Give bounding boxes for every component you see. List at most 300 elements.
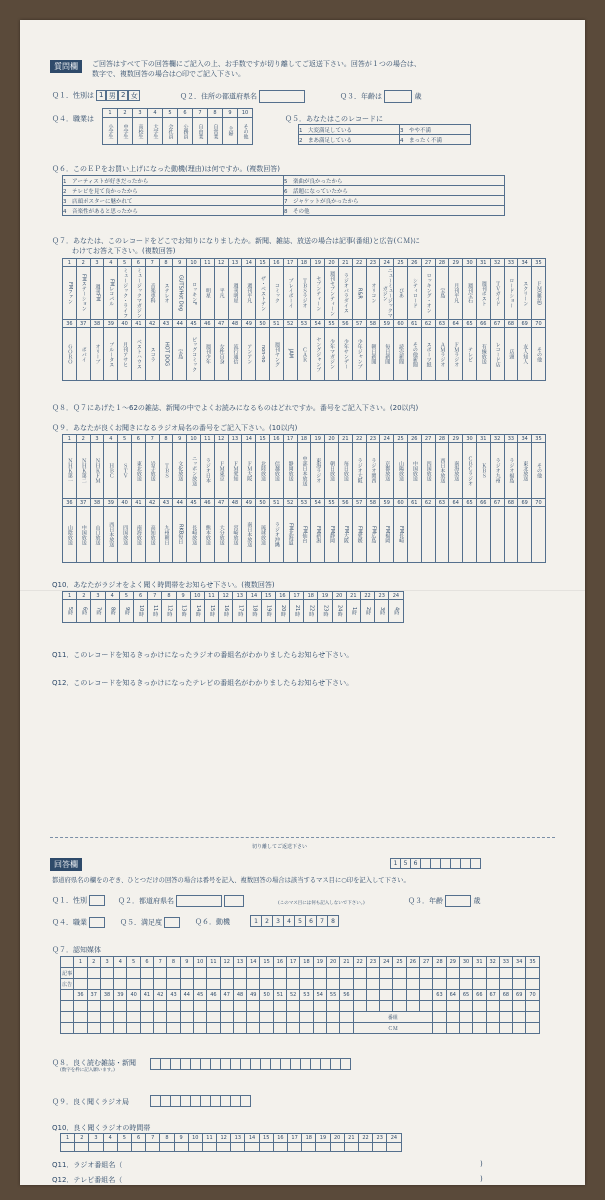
a-q10-num-18: 18 [302, 1134, 316, 1143]
a-q7-r3-48 [233, 1001, 246, 1012]
q10-num-14: 14 [247, 592, 261, 600]
code-blank-2 [441, 859, 451, 869]
a-q7-r5-64 [446, 1023, 459, 1034]
q9-bottom-15: ラジオ沖縄 [269, 507, 283, 563]
q9-top-11: ＦＭ東京 [214, 443, 228, 499]
q9-top-26: 四国放送 [421, 443, 435, 499]
q9-top-31: ラジオ九州 [490, 443, 504, 499]
a-q7-kiji-2 [87, 968, 100, 979]
a-q10-num-2: 2 [75, 1134, 89, 1143]
a-q7-kiji-24 [380, 968, 393, 979]
a-q7-cm: ＣＭ [353, 1023, 433, 1034]
q7-num-55: 55 [325, 320, 339, 328]
q7-top-0: FMファン [63, 267, 77, 320]
q7-bottom-5: ベストハウス [131, 328, 145, 381]
a-q7-kiji-8 [167, 968, 180, 979]
a-q7-kiji-20 [326, 968, 339, 979]
a-q7-col-39: 39 [114, 990, 127, 1001]
q9-num-34: 34 [518, 435, 532, 443]
a-q9-box-8 [231, 1096, 241, 1107]
q10-num-11: 11 [204, 592, 218, 600]
q10-hour-9: 14時 [190, 600, 204, 623]
q9-top-1: ＮＨＫ第二 [76, 443, 90, 499]
q10-num-15: 15 [261, 592, 275, 600]
q7-top-11: 平凡 [214, 267, 228, 320]
a-q6-box-1: 1 [251, 916, 262, 927]
q9-num-15: 15 [256, 435, 270, 443]
a-q7-r5-66 [473, 1023, 486, 1034]
q7-num-1: 1 [63, 259, 77, 267]
a-q7-col-10: 10 [193, 957, 206, 968]
a-q5-box[interactable] [164, 917, 180, 928]
q9-num-44: 44 [173, 499, 187, 507]
a-q7-col-2: 2 [87, 957, 100, 968]
q7-top-10: 明星 [200, 267, 214, 320]
q10-num-3: 3 [91, 592, 105, 600]
a-q1 [52, 895, 105, 906]
q9-bottom-32 [504, 507, 518, 563]
a-q7-col-54: 54 [313, 990, 326, 1001]
q2-prefecture-box [259, 90, 305, 103]
a-q7-grid [60, 956, 540, 1034]
q9-bottom-18: FM新潟 [311, 507, 325, 563]
q10-num-13: 13 [233, 592, 247, 600]
a-q1-text: Ｑ１．性別 [52, 896, 87, 905]
a-q7-kiji-13 [233, 968, 246, 979]
q9-num-11: 11 [200, 435, 214, 443]
q6-opt-2: 2 テレビを見て良かったから [63, 186, 284, 196]
q10-hour-0: 5時 [63, 600, 77, 623]
a-q7-r3-45 [193, 1001, 206, 1012]
q9-num-35: 35 [532, 435, 546, 443]
q9-num-22: 22 [352, 435, 366, 443]
a-q7-r3-41 [140, 1001, 153, 1012]
q9-top-25: 中国放送 [407, 443, 421, 499]
q4-num-7: 7 [193, 109, 208, 118]
a-q7-r4-36 [74, 1012, 87, 1023]
q9-bottom-26 [421, 507, 435, 563]
a-q3 [408, 895, 480, 907]
a-q8-box-13 [281, 1059, 291, 1070]
q10-hour-23: 4時 [389, 600, 403, 623]
a-q7-kokoku-30 [459, 979, 472, 990]
a-q7-col-31: 31 [473, 957, 486, 968]
a-q7-kiji-16 [273, 968, 286, 979]
questionnaire-sheet [20, 20, 585, 1185]
q10-num-20: 20 [332, 592, 346, 600]
a-q10-mark-21 [344, 1143, 358, 1152]
a-q8-note: (数字を枠に記入願います。) [60, 1068, 115, 1073]
q7-top-23: ニューミュージックマガジン [381, 268, 393, 318]
a-q10: Q10．良く聞くラジオの時間帯 [52, 1124, 151, 1132]
a-q10-grid [60, 1133, 402, 1152]
q10-num-16: 16 [275, 592, 289, 600]
a-q9-box-0 [151, 1096, 161, 1107]
q9-num-38: 38 [90, 499, 104, 507]
q9-bottom-23: FM福岡 [380, 507, 394, 563]
q7-num-57: 57 [352, 320, 366, 328]
a-q10-num-7: 7 [146, 1134, 160, 1143]
a-q7-col-19: 19 [313, 957, 326, 968]
a-q6-box-5: 5 [295, 916, 306, 927]
a-q10-mark-15 [259, 1143, 273, 1152]
a-q7-r3-59 [380, 1001, 393, 1012]
q9-num-45: 45 [187, 499, 201, 507]
q7-top-7: ステレオ [159, 267, 173, 320]
q9-bottom-7: 九州朝日 [159, 507, 173, 563]
code-blank-3 [451, 859, 461, 869]
q10-hour-13: 18時 [247, 600, 261, 623]
a-q7-r5-56 [340, 1023, 353, 1034]
a-q9-boxes [150, 1095, 251, 1107]
a-q2-note: (このマス目には何も記入しないで下さい。) [278, 901, 365, 906]
a-q10-num-5: 5 [117, 1134, 131, 1143]
q7-top-6: 音楽専科 [145, 267, 159, 320]
q4-job-3: 大学生 [148, 118, 163, 145]
q10-hours-table [62, 591, 404, 623]
a-q9-box-4 [191, 1096, 201, 1107]
q7-num-51: 51 [269, 320, 283, 328]
a-q11-close: ) [480, 1160, 483, 1168]
q7-bottom-8: 宝島 [173, 328, 187, 381]
q9-num-14: 14 [242, 435, 256, 443]
a-q7-r4-68 [499, 1012, 512, 1023]
cut-line [50, 837, 555, 838]
q9-top-20: 毎日放送 [338, 443, 352, 499]
q7-top-30: 週刊ポスト [476, 267, 490, 320]
q7-top-3: FMレコパル [104, 267, 118, 320]
q7-top-24: ぴあ [394, 267, 408, 320]
a-q7-col-33: 33 [499, 957, 512, 968]
q10-num-5: 5 [119, 592, 133, 600]
a-q7-row-kokoku: 広告 [61, 979, 74, 990]
q7-bottom-24: 読売新聞 [394, 328, 408, 381]
q10-num-9: 9 [176, 592, 190, 600]
q10-hour-1: 6時 [77, 600, 91, 623]
q9-top-29: ＣＢＣラジオ [463, 443, 477, 499]
q5-table [298, 124, 471, 145]
a-q10-mark-5 [117, 1143, 131, 1152]
q6-opt-4: 3 店頭ポスターに魅かれて [63, 196, 284, 206]
a-q8-box-16 [311, 1059, 321, 1070]
q9-num-69: 69 [518, 499, 532, 507]
a-q7-r4-47 [220, 1012, 233, 1023]
q6-opt-0: 1 アーティストが好きだったから [63, 176, 284, 186]
q7-num-30: 30 [463, 259, 477, 267]
a-q7-col-4: 4 [114, 957, 127, 968]
q9-num-54: 54 [311, 499, 325, 507]
q9-num-12: 12 [214, 435, 228, 443]
q10-num-4: 4 [105, 592, 119, 600]
q7-num-65: 65 [463, 320, 477, 328]
a-q7-r3-43 [167, 1001, 180, 1012]
q4-num-5: 5 [163, 109, 178, 118]
q4-num-4: 4 [148, 109, 163, 118]
q9-bottom-16: FM北海道 [283, 507, 297, 563]
q7-num-67: 67 [490, 320, 504, 328]
q9-bottom-29 [463, 507, 477, 563]
a-q3-box[interactable] [445, 895, 471, 907]
q7-num-39: 39 [104, 320, 118, 328]
q10-num-8: 8 [162, 592, 176, 600]
q7-num-54: 54 [311, 320, 325, 328]
q7-bottom-28: ＦＭラジオ [449, 328, 463, 381]
q7-bottom-27: ＡＭラジオ [435, 328, 449, 381]
a-q7-r5-38 [100, 1023, 113, 1034]
a-q7-r5-46 [207, 1023, 220, 1034]
a-q7-r5-45 [193, 1023, 206, 1034]
a-q8-box-7 [221, 1059, 231, 1070]
q7-top-8: GUTS/Hot Dog [173, 267, 187, 320]
a-q7-kiji-25 [393, 968, 406, 979]
q9-bottom-6: 高知放送 [145, 507, 159, 563]
q10-hour-20: 1時 [346, 600, 360, 623]
q9-top-13: ＦＭ大阪 [242, 443, 256, 499]
q7-num-26: 26 [407, 259, 421, 267]
q9-num-32: 32 [490, 435, 504, 443]
a-q7-kiji-29 [446, 968, 459, 979]
a-q7-col-21: 21 [340, 957, 353, 968]
q7-label: Ｑ７．あなたは、このレコードをどこでお知りになりましたか。新聞、雑誌、放送の場合は記事(番組)と広告(ＣＭ)に [52, 237, 420, 245]
q1-label [52, 90, 140, 101]
a-q7-r5-44 [180, 1023, 193, 1034]
a-q7-r3-69 [513, 1001, 526, 1012]
q9-num-16: 16 [269, 435, 283, 443]
q7-bottom-29: テレビ [463, 328, 477, 381]
q7-num-68: 68 [504, 320, 518, 328]
a-q7-col-49: 49 [247, 990, 260, 1001]
a-q7-col-38: 38 [100, 990, 113, 1001]
a-q7-r3-36 [74, 1001, 87, 1012]
q9-top-7: ＴＢＳ [159, 443, 173, 499]
a-q7-kiji-31 [473, 968, 486, 979]
q10-hour-4: 9時 [119, 600, 133, 623]
a-q4-box[interactable] [89, 917, 105, 928]
q9-num-53: 53 [297, 499, 311, 507]
q9-top-17: 中部日本放送 [297, 443, 311, 499]
cut-label: 切り離してご返送下さい [252, 844, 308, 850]
q4-job-4: 会社員 [163, 118, 178, 145]
intro-line-1: ご回答はすべて下の回答欄にご記入の上、お手数ですが切り離してご返送下さい。回答が１つの場合は、 [92, 60, 421, 68]
q7-bottom-16: JAM [283, 328, 297, 381]
q7-bottom-26: スポーツ紙 [421, 328, 435, 381]
a-q10-num-15: 15 [259, 1134, 273, 1143]
a-q7-r3-54 [313, 1001, 326, 1012]
a-q6 [195, 917, 230, 927]
q9-num-70: 70 [532, 499, 546, 507]
q9-num-37: 37 [76, 499, 90, 507]
a-q7-kokoku-17 [287, 979, 300, 990]
q4-num-8: 8 [208, 109, 223, 118]
a-q2-box-2 [224, 895, 244, 907]
a-q6-box-8: 8 [328, 916, 339, 927]
a-q7-r5-50 [260, 1023, 273, 1034]
q10-hour-2: 7時 [91, 600, 105, 623]
a-q12: Q12．テレビ番組名（ [52, 1176, 123, 1184]
q6-opt-1: 5 楽曲が良かったから [284, 176, 505, 186]
q10-hour-5: 10時 [133, 600, 147, 623]
q9-num-28: 28 [435, 435, 449, 443]
a-q7-kokoku-31 [473, 979, 486, 990]
q5-opt-1: 3 やや不満 [400, 125, 471, 135]
q9-top-3: ＨＢＣ [104, 443, 118, 499]
a-q7-col-29: 29 [446, 957, 459, 968]
a-q7-r5-40 [127, 1023, 140, 1034]
q9-num-43: 43 [159, 499, 173, 507]
q9-num-49: 49 [242, 499, 256, 507]
q7-num-48: 48 [228, 320, 242, 328]
a-q8-box-11 [261, 1059, 271, 1070]
a-q7-col-23: 23 [366, 957, 379, 968]
q7-num-69: 69 [518, 320, 532, 328]
q9-num-17: 17 [283, 435, 297, 443]
q9-num-40: 40 [118, 499, 132, 507]
a-q7-kokoku-23 [366, 979, 379, 990]
q10-hour-12: 17時 [233, 600, 247, 623]
a-q7-kiji-9 [180, 968, 193, 979]
a-q7-r5-51 [273, 1023, 286, 1034]
a-q7-kiji-15 [260, 968, 273, 979]
a-q7-r3-46 [207, 1001, 220, 1012]
q10-hour-11: 16時 [219, 600, 233, 623]
a-q7-r3-66 [473, 1001, 486, 1012]
a-q10-mark-23 [373, 1143, 387, 1152]
a-q7-r3-63 [433, 1001, 446, 1012]
q9-top-10: ラジオ日本 [200, 443, 214, 499]
q6-opt-7: 8 その他 [284, 206, 505, 216]
q10-hour-17: 22時 [304, 600, 318, 623]
q9-bottom-12: 宮崎放送 [228, 507, 242, 563]
q9-bottom-2: 山口放送 [90, 507, 104, 563]
q7-num-20: 20 [325, 259, 339, 267]
q7-bottom-6: スコラ [145, 328, 159, 381]
q7-bottom-3: ブルータス [104, 328, 118, 381]
q9-top-23: 京都放送 [380, 443, 394, 499]
a-q7-r4-46 [207, 1012, 220, 1023]
a-q7-r5-37 [87, 1023, 100, 1034]
q9-num-19: 19 [311, 435, 325, 443]
q9-top-9: ニッポン放送 [187, 443, 201, 499]
a-q7-r5-69 [513, 1023, 526, 1034]
q7-label-2: わけてお答え下さい。(複数回答) [72, 247, 176, 255]
a-q7-kiji-30 [459, 968, 472, 979]
q10-num-19: 19 [318, 592, 332, 600]
q9-num-68: 68 [504, 499, 518, 507]
a-q7-r3-51 [273, 1001, 286, 1012]
a-q7-col-59 [380, 990, 393, 1001]
a-q7-col-8: 8 [167, 957, 180, 968]
a-q7-r3-56 [340, 1001, 353, 1012]
a-q8-box-10 [251, 1059, 261, 1070]
q7-bottom-9: ビッグコミック [187, 328, 201, 381]
q7-num-36: 36 [63, 320, 77, 328]
q3-age-box [384, 90, 412, 103]
q7-top-15: コミック [269, 267, 283, 320]
q7-top-28: 月刊平凡 [449, 267, 463, 320]
a-q7-r3-44 [180, 1001, 193, 1012]
a-q7-col-43: 43 [167, 990, 180, 1001]
a-q7-r4-63 [433, 1012, 446, 1023]
a-q7-col-9: 9 [180, 957, 193, 968]
q9-top-19: 朝日放送 [325, 443, 339, 499]
q7-num-24: 24 [380, 259, 394, 267]
a-q6-box-2: 2 [262, 916, 273, 927]
q7-num-58: 58 [366, 320, 380, 328]
a-q8-box-19 [341, 1059, 351, 1070]
a-q7-col-14: 14 [247, 957, 260, 968]
q4-job-5: 公務員 [178, 118, 193, 145]
a-q11: Q11．ラジオ番組名（ [52, 1161, 123, 1169]
a-q7-col-18: 18 [300, 957, 313, 968]
q3-text: Ｑ３．年齢は [340, 92, 382, 101]
a-q7-r3-47 [220, 1001, 233, 1012]
a-q7-bangumi: 番組 [353, 1012, 433, 1023]
q7-num-64: 64 [449, 320, 463, 328]
q10-num-1: 1 [63, 592, 77, 600]
q7-top-16: プレイボーイ [283, 267, 297, 320]
q9-top-12: ＦＭ愛知 [228, 443, 242, 499]
a-q7: Ｑ７．認知媒体 [52, 946, 101, 954]
q9-bottom-9: 長崎放送 [187, 507, 201, 563]
a-q7-kokoku-16 [273, 979, 286, 990]
a-q7-r5-54 [313, 1023, 326, 1034]
a-q7-r4-67 [486, 1012, 499, 1023]
q9-bottom-21: FM愛媛 [352, 507, 366, 563]
a-q7-kokoku-19 [313, 979, 326, 990]
q7-num-31: 31 [476, 259, 490, 267]
q9-num-60: 60 [394, 499, 408, 507]
code-blank-5 [471, 859, 481, 869]
a-q2-box[interactable] [176, 895, 222, 907]
a-q10-num-8: 8 [160, 1134, 174, 1143]
q7-num-40: 40 [118, 320, 132, 328]
q7-bottom-34: その他 [532, 328, 546, 381]
q9-bottom-11: 大分放送 [214, 507, 228, 563]
a-q1-box[interactable] [89, 895, 105, 906]
a-q10-mark-18 [302, 1143, 316, 1152]
q9-num-50: 50 [256, 499, 270, 507]
a-q7-col-3: 3 [100, 957, 113, 968]
q1-opt-female: 女 [128, 90, 140, 101]
a-q6-text: Ｑ６．動機 [195, 918, 230, 926]
a-q6-box-4: 4 [284, 916, 295, 927]
q9-bottom-17: FM仙台 [297, 507, 311, 563]
a-q7-kokoku-7 [154, 979, 167, 990]
q9-top-28: 南海放送 [449, 443, 463, 499]
a-q10-num-19: 19 [316, 1134, 330, 1143]
a-q7-corner [61, 957, 74, 968]
a-q8-box-2 [171, 1059, 181, 1070]
a-q9: Ｑ９．良く聞くラジオ局 [52, 1098, 129, 1106]
a-q7-col-41: 41 [140, 990, 153, 1001]
code-blank-1 [431, 859, 441, 869]
a-q10-num-16: 16 [273, 1134, 287, 1143]
code-digit-1: 5 [401, 859, 411, 869]
a-q7-kokoku-29 [446, 979, 459, 990]
q7-num-59: 59 [380, 320, 394, 328]
q7-num-63: 63 [435, 320, 449, 328]
q10-hour-18: 23時 [318, 600, 332, 623]
q9-num-67: 67 [490, 499, 504, 507]
q9-num-27: 27 [421, 435, 435, 443]
q9-num-29: 29 [449, 435, 463, 443]
a-q7-r3-70 [526, 1001, 539, 1012]
a-q7-blank-row-3 [61, 1023, 74, 1034]
q4-num-9: 9 [223, 109, 238, 118]
a-q10-mark-3 [89, 1143, 103, 1152]
a-q7-corner-2 [61, 990, 74, 1001]
q2-label [180, 90, 305, 103]
